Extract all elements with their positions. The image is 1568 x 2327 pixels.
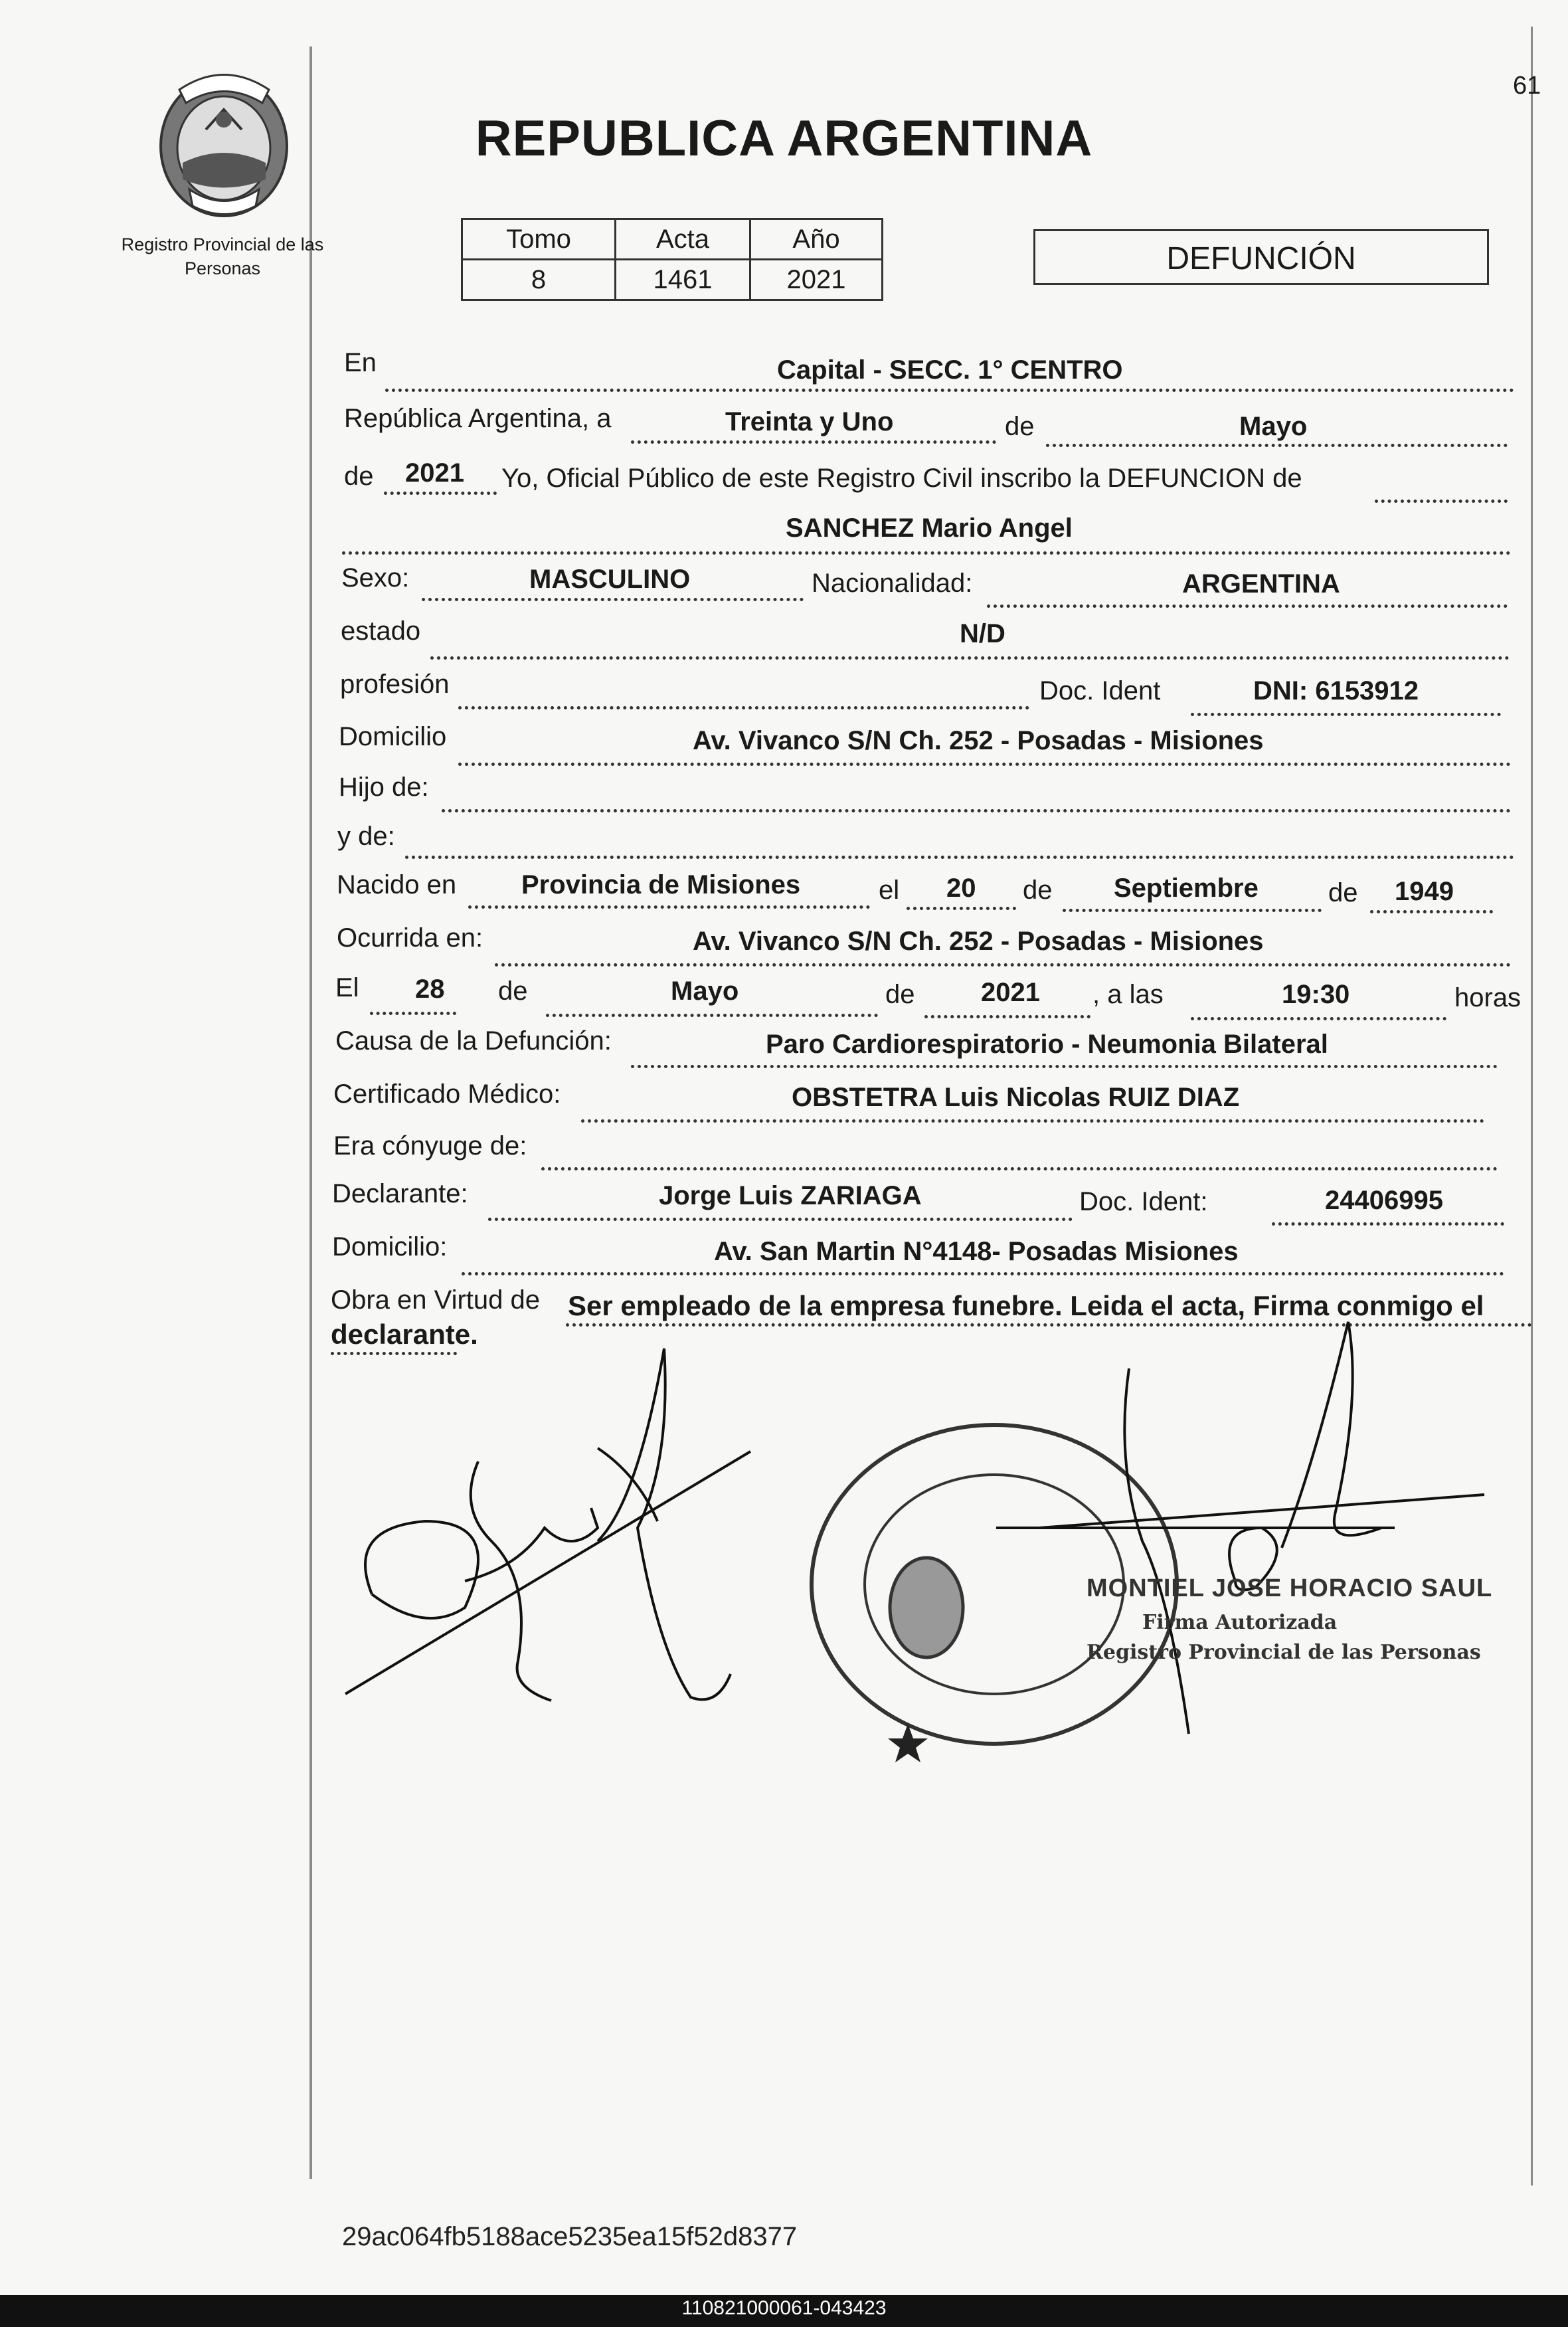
label-domicilio: Domicilio:: [332, 1232, 448, 1261]
label-doc-ident: Doc. Ident:: [1079, 1187, 1208, 1216]
value-dia-letras: Treinta y Uno: [725, 407, 894, 436]
label-el: el: [879, 876, 900, 905]
right-margin-line: [1531, 27, 1533, 2186]
label-horas: horas: [1454, 983, 1522, 1012]
label-en: En: [344, 348, 377, 377]
official-org: Registro Provincial de las Personas: [1087, 1641, 1481, 1664]
value-def-mes: Mayo: [671, 977, 739, 1006]
value-estado: N/D: [960, 619, 1005, 648]
label-de: de: [1005, 412, 1035, 441]
value-nac-anio: 1949: [1395, 877, 1454, 906]
dotted-line: [458, 763, 1511, 766]
value-nacionalidad: ARGENTINA: [1182, 569, 1340, 599]
value-nombre: SANCHEZ Mario Angel: [786, 513, 1073, 543]
label-ocurrida: Ocurrida en:: [337, 923, 483, 953]
label-de: de: [498, 977, 528, 1006]
value-lugar: Capital - SECC. 1° CENTRO: [777, 355, 1123, 385]
value-domicilio: Av. Vivanco S/N Ch. 252 - Posadas - Misiones: [693, 726, 1264, 755]
dotted-line: [495, 963, 1511, 967]
dotted-line: [430, 656, 1510, 660]
label-de: de: [1023, 876, 1053, 905]
value-obra-2: declarante.: [331, 1319, 478, 1350]
value-ocurrida: Av. Vivanco S/N Ch. 252 - Posadas - Misiones: [693, 927, 1264, 956]
dotted-line: [1272, 1222, 1504, 1226]
label-hijo: Hijo de:: [339, 773, 429, 802]
dotted-line: [458, 706, 1029, 709]
dotted-line: [385, 389, 1514, 392]
acta-header: Acta: [616, 219, 750, 260]
dotted-line: [370, 1012, 456, 1015]
label-a-las: , a las: [1092, 980, 1164, 1009]
acta-value: 1461: [616, 260, 750, 300]
label-republica: República Argentina, a: [344, 404, 612, 433]
label-domicilio: Domicilio: [339, 722, 447, 751]
dotted-line: [405, 856, 1514, 859]
label-obra: Obra en Virtud de: [331, 1285, 541, 1315]
dotted-line: [462, 1272, 1504, 1275]
official-role: Firma Autorizada: [1142, 1611, 1338, 1634]
label-de: de: [1328, 878, 1358, 907]
value-mes: Mayo: [1239, 412, 1308, 441]
value-obra-1: Ser empleado de la empresa funebre. Leida el acta, Firma conmigo el: [568, 1290, 1484, 1321]
value-declarante: Jorge Luis ZARIAGA: [659, 1181, 922, 1210]
value-nac-dia: 20: [946, 874, 976, 903]
dotted-line: [488, 1218, 1073, 1221]
dotted-line: [924, 1015, 1090, 1018]
barcode-number: 110821000061-043423: [681, 2297, 887, 2319]
value-def-hora: 19:30: [1282, 980, 1350, 1009]
dotted-line: [422, 598, 804, 601]
value-causa: Paro Cardiorespiratorio - Neumonia Bilateral: [766, 1030, 1328, 1059]
label-causa: Causa de la Defunción:: [335, 1026, 612, 1056]
document-type-box: DEFUNCIÓN: [1033, 229, 1489, 285]
register-table: [461, 218, 883, 301]
dotted-line: [631, 440, 996, 444]
page-number: 61: [1513, 72, 1541, 100]
dotted-line: [1046, 444, 1508, 447]
official-name: MONTIEL JOSE HORACIO SAUL: [1087, 1574, 1493, 1602]
dotted-line: [631, 1065, 1498, 1068]
declarant-signature: [345, 1349, 750, 1701]
dotted-line: [581, 1119, 1484, 1123]
dotted-line: [1370, 910, 1493, 913]
value-certificado: OBSTETRA Luis Nicolas RUIZ DIAZ: [792, 1083, 1240, 1112]
dotted-line: [546, 1014, 878, 1017]
dotted-line: [442, 809, 1511, 812]
value-def-anio: 2021: [981, 978, 1040, 1007]
label-profesion: profesión: [340, 670, 450, 699]
registry-name: Registro Provincial de las Personas: [121, 234, 324, 278]
label-de: de: [885, 980, 915, 1009]
value-nac-mes: Septiembre: [1114, 874, 1259, 903]
tomo-value: 8: [462, 260, 616, 300]
value-anio: 2021: [405, 458, 464, 488]
dotted-line: [541, 1167, 1498, 1170]
document-hash: 29ac064fb5188ace5235ea15f52d8377: [342, 2222, 798, 2251]
dotted-line: [331, 1352, 457, 1355]
dotted-line: [907, 907, 1016, 910]
value-sexo: MASCULINO: [529, 565, 691, 594]
tomo-header: Tomo: [462, 219, 616, 260]
label-doc-ident: Doc. Ident: [1039, 676, 1161, 705]
value-declarante-dom: Av. San Martin N°4148- Posadas Misiones: [714, 1237, 1239, 1266]
left-margin-line: [309, 47, 312, 2179]
seal-star: [888, 1724, 928, 1762]
value-dni: DNI: 6153912: [1253, 676, 1419, 705]
label-y-de: y de:: [337, 822, 395, 851]
dotted-line: [566, 1323, 1532, 1327]
dotted-line: [468, 905, 870, 909]
document-title: REPUBLICA ARGENTINA: [475, 110, 1093, 167]
dotted-line: [987, 605, 1508, 608]
anio-value: 2021: [750, 260, 883, 300]
label-de: de: [344, 462, 374, 491]
value-nacido-en: Provincia de Misiones: [521, 870, 801, 899]
dotted-line: [342, 551, 1511, 555]
value-declarante-doc: 24406995: [1325, 1186, 1443, 1215]
official-signature: [996, 1322, 1484, 1734]
label-sexo: Sexo:: [341, 563, 410, 593]
dotted-line: [1191, 1017, 1446, 1020]
label-el: El: [335, 973, 359, 1002]
label-conyuge: Era cónyuge de:: [333, 1131, 527, 1161]
label-estado: estado: [341, 616, 421, 646]
dotted-line: [1375, 500, 1508, 503]
label-nacionalidad: Nacionalidad:: [812, 569, 973, 598]
label-yo: Yo, Oficial Público de este Registro Civil inscribo la DEFUNCION de: [501, 464, 1302, 493]
value-def-dia: 28: [415, 975, 445, 1004]
anio-header: Año: [750, 219, 883, 260]
label-certificado: Certificado Médico:: [333, 1079, 561, 1109]
label-declarante: Declarante:: [332, 1179, 468, 1208]
dotted-line: [384, 492, 497, 495]
dotted-line: [1063, 909, 1322, 912]
label-nacido: Nacido en: [337, 870, 457, 899]
dotted-line: [1191, 713, 1501, 716]
